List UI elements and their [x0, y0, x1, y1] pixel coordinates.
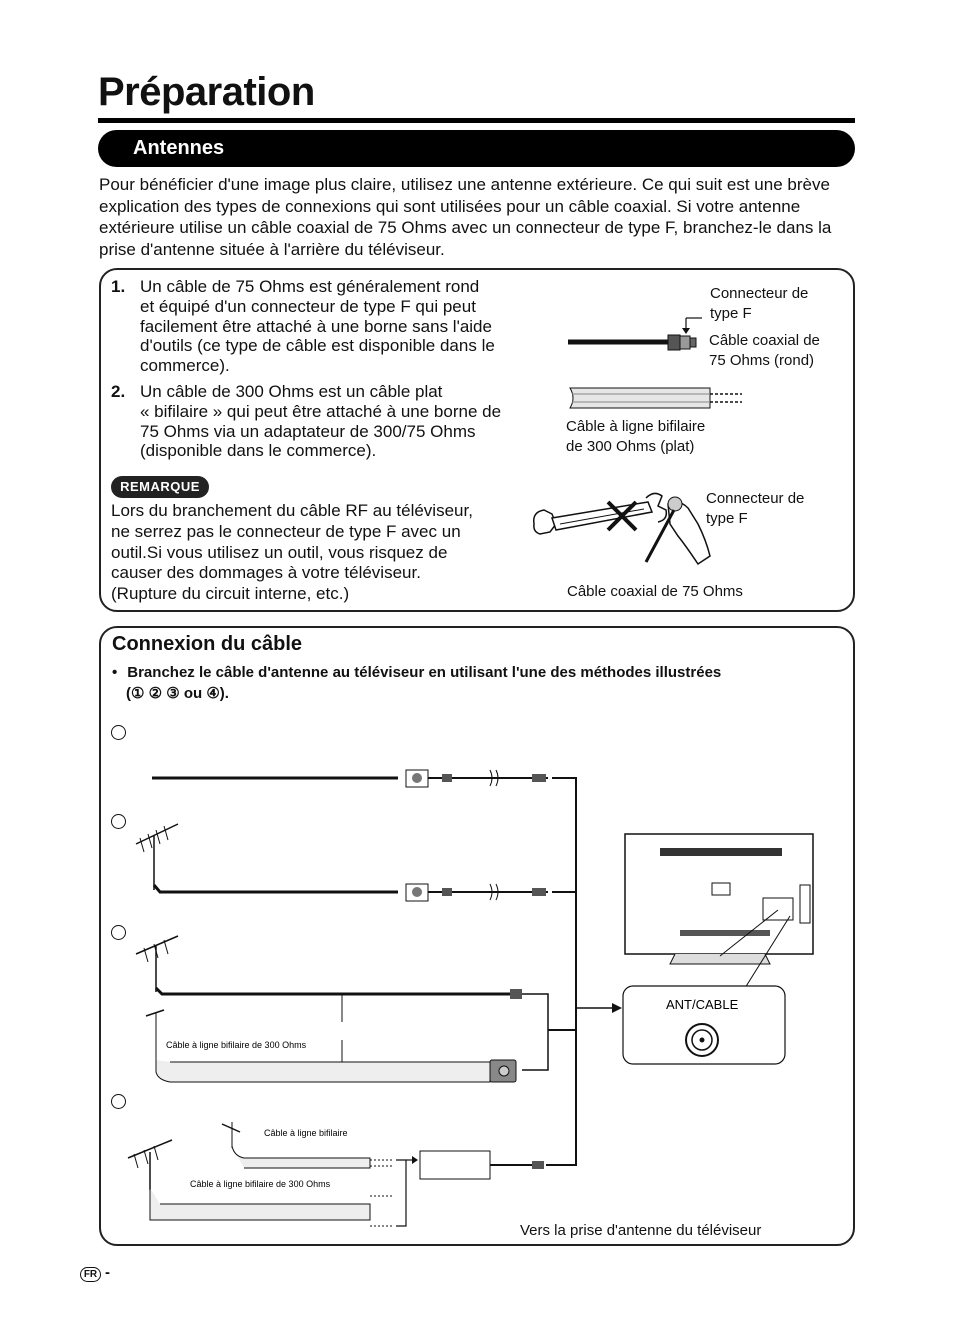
- connection-instruction: • Branchez le câble d'antenne au téléviseur en utilisant l'une des méthodes illustrées (① ② ③ ou ④).: [112, 664, 722, 702]
- page-title: Préparation: [98, 70, 315, 114]
- antenna-icon: [136, 824, 178, 890]
- remark-badge: REMARQUE: [111, 476, 209, 498]
- item-line: commerce).: [140, 356, 230, 376]
- f-connector-label-top: Connecteur de type F: [710, 285, 809, 322]
- remark-line: Lors du branchement du câble RF au téléviseur,: [111, 501, 473, 520]
- coax-round-label: Câble coaxial de 75 Ohms (rond): [709, 332, 820, 369]
- page-number: -: [105, 1264, 110, 1281]
- wrench-warning-illustration: [528, 484, 718, 579]
- item-number: 2.: [111, 382, 126, 401]
- combiner-box: [420, 1151, 490, 1179]
- to-tv-antenna-label: Vers la prise d'antenne du téléviseur: [520, 1222, 762, 1239]
- item-line: (disponible dans le commerce).: [140, 441, 377, 461]
- item-line: 75 Ohms via un adaptateur de 300/75 Ohms: [140, 421, 476, 441]
- item-line: et équipé d'un connecteur de type F qui peut: [140, 296, 476, 316]
- language-badge: FR: [80, 1267, 101, 1282]
- f-connector-body: [668, 335, 680, 350]
- item-line: d'outils (ce type de câble est disponible dans le: [140, 336, 495, 356]
- twin-lead-300-label-b: Câble à ligne bifilaire de 300 Ohms: [190, 1179, 331, 1189]
- cable-type-item-2: [111, 382, 551, 461]
- remark-text: [111, 501, 526, 605]
- item-line: « bifilaire » qui peut être attaché à une borne de: [140, 401, 502, 421]
- connection-diagram: [100, 720, 840, 1240]
- item-number: 1.: [111, 277, 126, 296]
- title-rule: [98, 118, 855, 123]
- ant-cable-label: ANT/CABLE: [666, 997, 739, 1012]
- twin-flat-label: Câble à ligne bifilaire de 300 Ohms (plat): [566, 418, 706, 455]
- f-connector-label-bottom: Connecteur de type F: [706, 490, 805, 527]
- remark-line: ne serrez pas le connecteur de type F avec un: [111, 521, 461, 541]
- section-title: Antennes: [133, 137, 225, 159]
- cable-illustrations: [560, 300, 760, 420]
- item-line: Un câble de 75 Ohms est généralement rond: [140, 277, 480, 296]
- item-line: facilement être attaché à une borne sans l'aide: [140, 316, 492, 336]
- coax-75-label: Câble coaxial de 75 Ohms: [567, 583, 743, 600]
- connection-title: Connexion du câble: [112, 633, 303, 655]
- intro-paragraph: Pour bénéficier d'une image plus claire, utilisez une antenne extérieure. Ce qui suit est une brève explication des types de connexions qui sont utilisées pour un câble coaxial. Si votre antenne extérieure utilise un câble coaxial de 75 Ohms avec un connecteur de type F, branchez-le dans la prise d'antenne située à l'arrière du téléviseur.: [99, 175, 832, 259]
- cable-type-item-1: [111, 277, 551, 376]
- item-line: Un câble de 300 Ohms est un câble plat: [140, 382, 443, 401]
- twin-lead-label-b: Câble à ligne bifilaire: [264, 1128, 348, 1138]
- remark-line: (Rupture du circuit interne, etc.): [111, 584, 350, 604]
- twin-lead-300-label-a: Câble à ligne bifilaire de 300 Ohms: [166, 1040, 307, 1050]
- remark-line: causer des dommages à votre téléviseur.: [111, 563, 421, 583]
- remark-line: outil.Si vous utilisez un outil, vous risquez de: [111, 542, 448, 562]
